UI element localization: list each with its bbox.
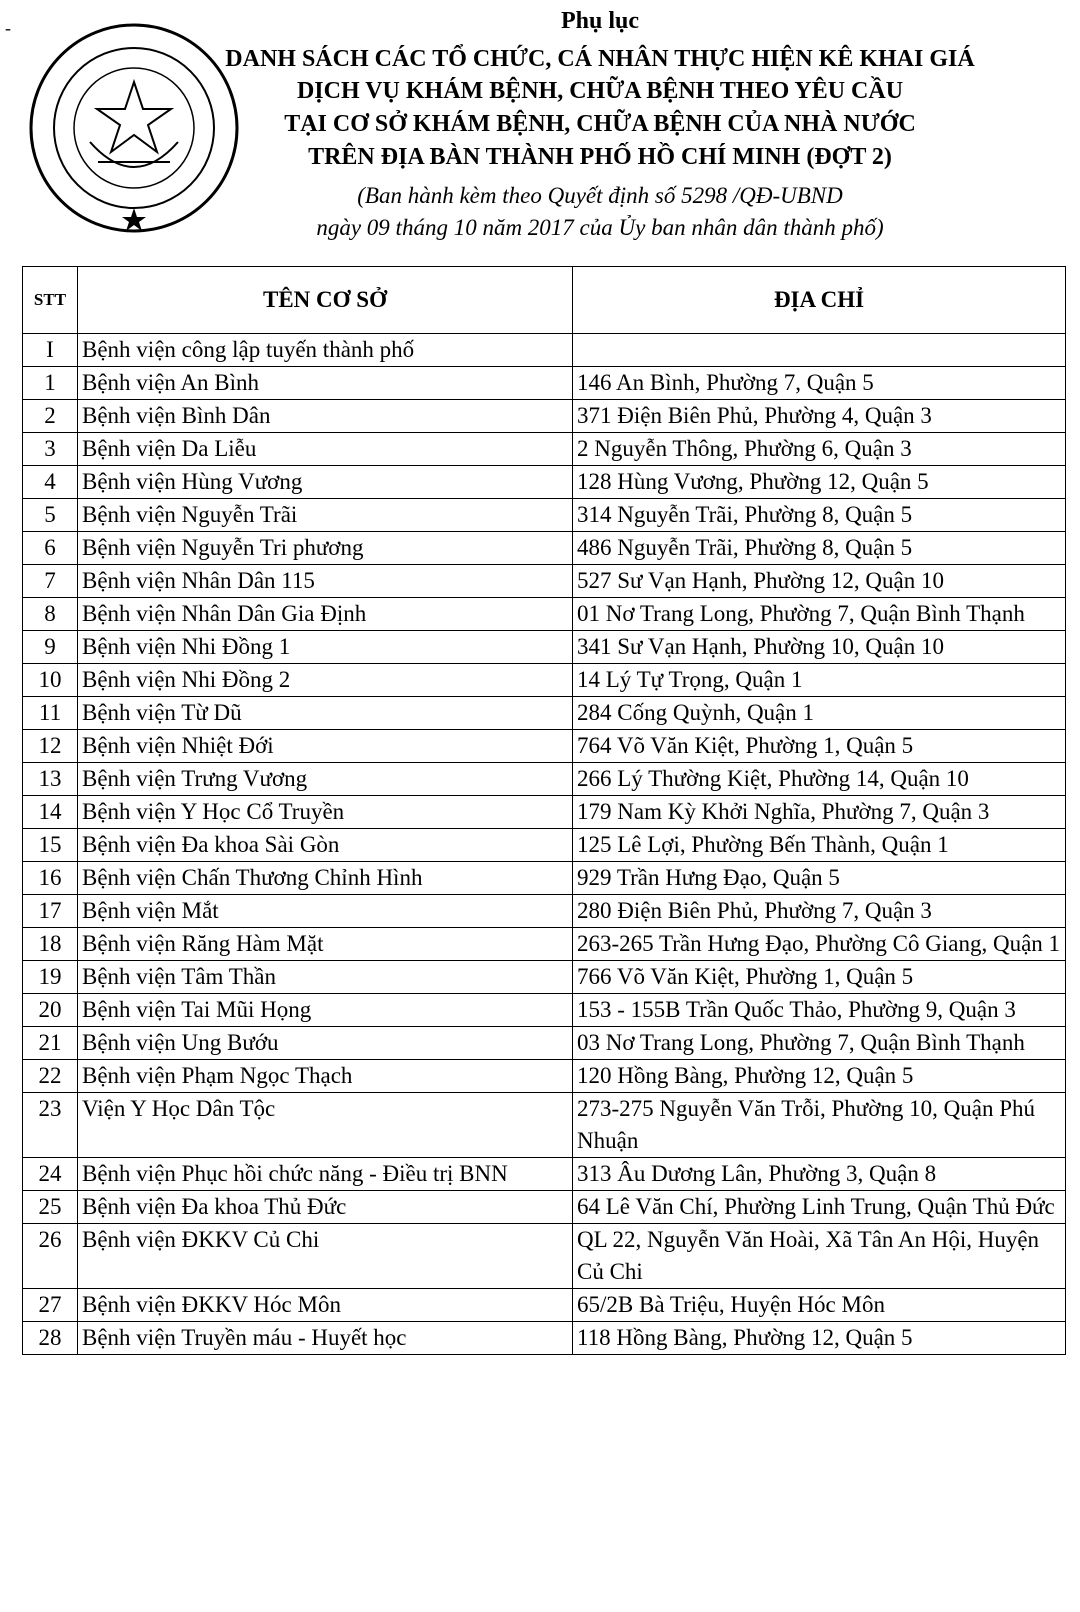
table-row xyxy=(23,1093,1066,1158)
row-address: 125 Lê Lợi, Phường Bến Thành, Quận 1 xyxy=(573,829,1066,862)
row-stt: 23 xyxy=(23,1093,78,1158)
row-address: 341 Sư Vạn Hạnh, Phường 10, Quận 10 xyxy=(573,631,1066,664)
row-name: Bệnh viện Bình Dân xyxy=(78,400,573,433)
row-address: 153 - 155B Trần Quốc Thảo, Phường 9, Quận 3 xyxy=(573,994,1066,1027)
row-address: 118 Hồng Bàng, Phường 12, Quận 5 xyxy=(573,1322,1066,1355)
row-name: Bệnh viện Trưng Vương xyxy=(78,763,573,796)
row-stt: 2 xyxy=(23,400,78,433)
title-line-4: TRÊN ĐỊA BÀN THÀNH PHỐ HỒ CHÍ MINH (ĐỢT 2) xyxy=(308,144,892,170)
row-address: 313 Âu Dương Lân, Phường 3, Quận 8 xyxy=(573,1158,1066,1191)
table-row xyxy=(23,367,1066,400)
row-stt: 15 xyxy=(23,829,78,862)
row-name: Bệnh viện Nhân Dân 115 xyxy=(78,565,573,598)
table-row xyxy=(23,829,1066,862)
row-stt: 17 xyxy=(23,895,78,928)
table-row xyxy=(23,961,1066,994)
table-row xyxy=(23,1322,1066,1355)
table-row xyxy=(23,631,1066,664)
row-address: 14 Lý Tự Trọng, Quận 1 xyxy=(573,664,1066,697)
table-row xyxy=(23,994,1066,1027)
row-name: Bệnh viện Tâm Thần xyxy=(78,961,573,994)
row-name: Bệnh viện Đa khoa Sài Gòn xyxy=(78,829,573,862)
row-stt: 11 xyxy=(23,697,78,730)
table-row xyxy=(23,532,1066,565)
row-name: Bệnh viện Chấn Thương Chỉnh Hình xyxy=(78,862,573,895)
row-stt: 21 xyxy=(23,1027,78,1060)
row-address: 01 Nơ Trang Long, Phường 7, Quận Bình Thạnh xyxy=(573,598,1066,631)
row-stt: 9 xyxy=(23,631,78,664)
row-stt: 13 xyxy=(23,763,78,796)
row-name: Bệnh viện Nhi Đồng 2 xyxy=(78,664,573,697)
row-stt: 19 xyxy=(23,961,78,994)
row-stt: 28 xyxy=(23,1322,78,1355)
section-row xyxy=(23,334,1066,367)
row-name: Bệnh viện Phục hồi chức năng - Điều trị BNN xyxy=(78,1158,573,1191)
row-name: Bệnh viện Truyền máu - Huyết học xyxy=(78,1322,573,1355)
row-address: 120 Hồng Bàng, Phường 12, Quận 5 xyxy=(573,1060,1066,1093)
table-row xyxy=(23,499,1066,532)
section-name: Bệnh viện công lập tuyến thành phố xyxy=(78,334,573,367)
row-stt: 16 xyxy=(23,862,78,895)
row-name: Bệnh viện Nguyễn Trãi xyxy=(78,499,573,532)
row-stt: 5 xyxy=(23,499,78,532)
row-stt: 12 xyxy=(23,730,78,763)
table-row xyxy=(23,1027,1066,1060)
section-stt: I xyxy=(23,334,78,367)
table-row xyxy=(23,763,1066,796)
row-address: 266 Lý Thường Kiệt, Phường 14, Quận 10 xyxy=(573,763,1066,796)
row-name: Bệnh viện Da Liễu xyxy=(78,433,573,466)
row-stt: 24 xyxy=(23,1158,78,1191)
table-row xyxy=(23,1060,1066,1093)
table-row xyxy=(23,895,1066,928)
row-stt: 10 xyxy=(23,664,78,697)
row-stt: 4 xyxy=(23,466,78,499)
table-row xyxy=(23,1224,1066,1289)
table-row xyxy=(23,730,1066,763)
row-stt: 27 xyxy=(23,1289,78,1322)
row-address: 766 Võ Văn Kiệt, Phường 1, Quận 5 xyxy=(573,961,1066,994)
row-name: Bệnh viện Từ Dũ xyxy=(78,697,573,730)
row-name: Bệnh viện Nhiệt Đới xyxy=(78,730,573,763)
row-stt: 18 xyxy=(23,928,78,961)
row-name: Bệnh viện ĐKKV Củ Chi xyxy=(78,1224,573,1289)
facility-table xyxy=(22,266,1066,1355)
document-header xyxy=(0,0,1080,265)
row-address: 2 Nguyễn Thông, Phường 6, Quận 3 xyxy=(573,433,1066,466)
table-row xyxy=(23,400,1066,433)
title-line-1: DANH SÁCH CÁC TỔ CHỨC, CÁ NHÂN THỰC HIỆN KÊ KHAI GIÁ xyxy=(225,46,975,72)
row-name: Bệnh viện Nhân Dân Gia Định xyxy=(78,598,573,631)
row-address: 64 Lê Văn Chí, Phường Linh Trung, Quận Thủ Đức xyxy=(573,1191,1066,1224)
row-name: Bệnh viện Mắt xyxy=(78,895,573,928)
row-stt: 7 xyxy=(23,565,78,598)
table-row xyxy=(23,1289,1066,1322)
table-row xyxy=(23,433,1066,466)
table-row xyxy=(23,1191,1066,1224)
row-address: 03 Nơ Trang Long, Phường 7, Quận Bình Thạnh xyxy=(573,1027,1066,1060)
row-address: 929 Trần Hưng Đạo, Quận 5 xyxy=(573,862,1066,895)
table-row xyxy=(23,862,1066,895)
row-address: 486 Nguyễn Trãi, Phường 8, Quận 5 xyxy=(573,532,1066,565)
row-address: 263-265 Trần Hưng Đạo, Phường Cô Giang, Quận 1 xyxy=(573,928,1066,961)
row-address: 146 An Bình, Phường 7, Quận 5 xyxy=(573,367,1066,400)
row-name: Bệnh viện Ung Bướu xyxy=(78,1027,573,1060)
row-stt: 3 xyxy=(23,433,78,466)
row-name: Bệnh viện ĐKKV Hóc Môn xyxy=(78,1289,573,1322)
header-stt: STT xyxy=(23,267,78,334)
title-line-2: DỊCH VỤ KHÁM BỆNH, CHỮA BỆNH THEO YÊU CẦU xyxy=(296,78,904,104)
subtitle-line-1: (Ban hành kèm theo Quyết định số 5298 /QĐ-UBND xyxy=(357,183,843,208)
row-address: QL 22, Nguyễn Văn Hoài, Xã Tân An Hội, Huyện Củ Chi xyxy=(573,1224,1066,1289)
header-address: ĐỊA CHỈ xyxy=(573,267,1066,334)
row-address: 371 Điện Biên Phủ, Phường 4, Quận 3 xyxy=(573,400,1066,433)
row-stt: 26 xyxy=(23,1224,78,1289)
row-address: 314 Nguyễn Trãi, Phường 8, Quận 5 xyxy=(573,499,1066,532)
row-stt: 20 xyxy=(23,994,78,1027)
table-row xyxy=(23,1158,1066,1191)
section-address xyxy=(573,334,1066,367)
table-row xyxy=(23,928,1066,961)
row-name: Bệnh viện An Bình xyxy=(78,367,573,400)
row-name: Bệnh viện Răng Hàm Mặt xyxy=(78,928,573,961)
row-stt: 6 xyxy=(23,532,78,565)
row-name: Bệnh viện Phạm Ngọc Thạch xyxy=(78,1060,573,1093)
header-name: TÊN CƠ SỞ xyxy=(78,267,573,334)
row-address: 65/2B Bà Triệu, Huyện Hóc Môn xyxy=(573,1289,1066,1322)
row-stt: 8 xyxy=(23,598,78,631)
table-header-row xyxy=(23,267,1066,334)
row-address: 273-275 Nguyễn Văn Trỗi, Phường 10, Quận Phú Nhuận xyxy=(573,1093,1066,1158)
table-row xyxy=(23,598,1066,631)
subtitle-line-2: ngày 09 tháng 10 năm 2017 của Ủy ban nhân dân thành phố) xyxy=(316,215,884,240)
title-line-3: TẠI CƠ SỞ KHÁM BỆNH, CHỮA BỆNH CỦA NHÀ NƯỚC xyxy=(284,111,916,137)
appendix-heading: Phụ lục xyxy=(560,8,640,34)
row-address: 284 Cống Quỳnh, Quận 1 xyxy=(573,697,1066,730)
table-row xyxy=(23,697,1066,730)
row-stt: 25 xyxy=(23,1191,78,1224)
table-row xyxy=(23,796,1066,829)
table-row xyxy=(23,466,1066,499)
row-name: Bệnh viện Tai Mũi Họng xyxy=(78,994,573,1027)
row-address: 128 Hùng Vương, Phường 12, Quận 5 xyxy=(573,466,1066,499)
row-name: Viện Y Học Dân Tộc xyxy=(78,1093,573,1158)
corner-mark: - xyxy=(5,18,11,38)
row-address: 764 Võ Văn Kiệt, Phường 1, Quận 5 xyxy=(573,730,1066,763)
row-address: 280 Điện Biên Phủ, Phường 7, Quận 3 xyxy=(573,895,1066,928)
table-row xyxy=(23,664,1066,697)
row-stt: 14 xyxy=(23,796,78,829)
row-address: 179 Nam Kỳ Khởi Nghĩa, Phường 7, Quận 3 xyxy=(573,796,1066,829)
row-name: Bệnh viện Nguyễn Tri phương xyxy=(78,532,573,565)
row-name: Bệnh viện Nhi Đồng 1 xyxy=(78,631,573,664)
row-name: Bệnh viện Y Học Cổ Truyền xyxy=(78,796,573,829)
table-row xyxy=(23,565,1066,598)
row-stt: 22 xyxy=(23,1060,78,1093)
row-stt: 1 xyxy=(23,367,78,400)
row-address: 527 Sư Vạn Hạnh, Phường 12, Quận 10 xyxy=(573,565,1066,598)
row-name: Bệnh viện Hùng Vương xyxy=(78,466,573,499)
row-name: Bệnh viện Đa khoa Thủ Đức xyxy=(78,1191,573,1224)
